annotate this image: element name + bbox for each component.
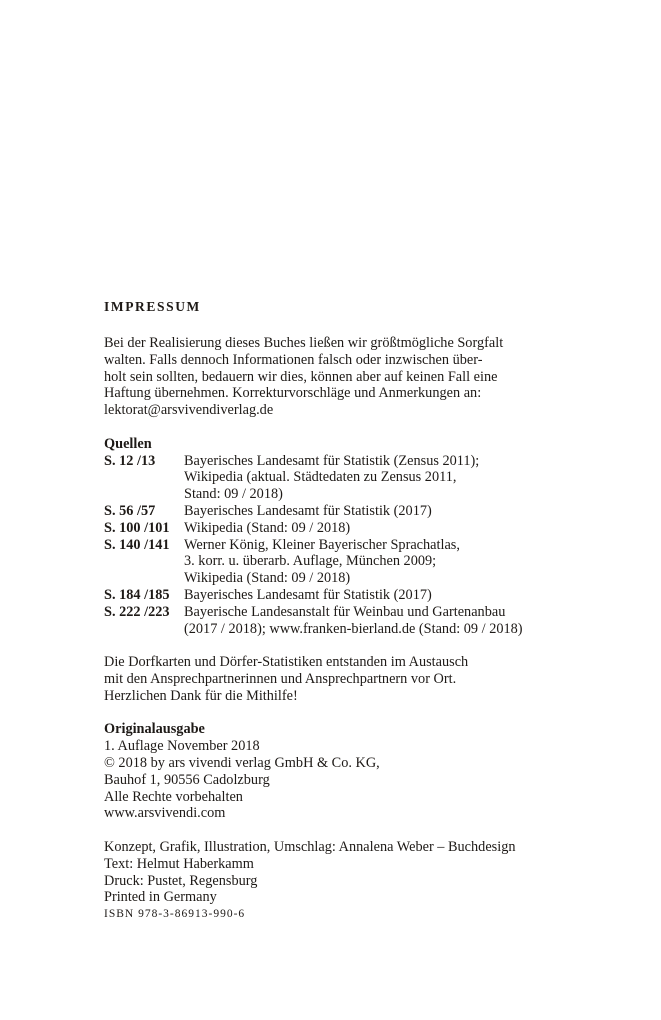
source-reference xyxy=(184,604,523,638)
thanks-line: mit den Ansprechpartnerinnen und Ansprechpartnern vor Ort. xyxy=(104,670,457,687)
credits-section xyxy=(104,839,574,923)
thanks-line: Herzlichen Dank für die Mithilfe! xyxy=(104,687,298,704)
source-reference-line: Wikipedia (Stand: 09 / 2018) xyxy=(184,570,351,587)
rights-line: Alle Rechte vorbehalten xyxy=(104,788,243,805)
editor-email: lektorat@arsvivendiverlag.de xyxy=(104,402,274,419)
source-entry xyxy=(104,520,574,537)
edition-heading: Originalausgabe xyxy=(104,721,205,738)
source-entry xyxy=(104,503,574,520)
source-reference-line: 3. korr. u. überarb. Auflage, München 2009; xyxy=(184,553,437,570)
source-reference-line: Bayerisches Landesamt für Statistik (2017) xyxy=(184,586,432,603)
thanks-line: Die Dorfkarten und Dörfer-Statistiken entstanden im Austausch xyxy=(104,654,469,671)
disclaimer-line: Bei der Realisierung dieses Buches ließen wir größtmögliche Sorgfalt xyxy=(104,335,504,351)
copyright-line: © 2018 by ars vivendi verlag GmbH & Co. KG, xyxy=(104,754,380,771)
source-reference xyxy=(184,520,350,537)
source-reference-line: Wikipedia (Stand: 09 / 2018) xyxy=(184,519,351,536)
source-reference xyxy=(184,503,432,520)
source-entry xyxy=(104,604,574,638)
source-reference-line: Bayerisches Landesamt für Statistik (Zensus 2011); xyxy=(184,452,480,469)
credits-line: Printed in Germany xyxy=(104,889,217,906)
thanks-paragraph xyxy=(104,654,574,704)
source-page-range: S. 12 /13 xyxy=(104,452,156,469)
disclaimer-line: holt sein sollten, bedauern wir dies, können aber auf keinen Fall eine xyxy=(104,368,498,385)
source-reference xyxy=(184,453,479,503)
source-reference-line: Werner König, Kleiner Bayerischer Sprachatlas, xyxy=(184,536,460,553)
source-page-range: S. 100 /101 xyxy=(104,519,170,536)
source-reference-line: (2017 / 2018); www.franken-bierland.de (Stand: 09 / 2018) xyxy=(184,620,523,637)
imprint-page xyxy=(104,299,574,923)
source-reference xyxy=(184,587,432,604)
credits-line: Konzept, Grafik, Illustration, Umschlag: Annalena Weber – Buchdesign xyxy=(104,838,516,855)
source-reference-line: Bayerisches Landesamt für Statistik (2017) xyxy=(184,502,432,519)
source-page-range: S. 140 /141 xyxy=(104,536,170,553)
source-page-range: S. 184 /185 xyxy=(104,586,170,603)
publisher-website: www.arsvivendi.com xyxy=(104,805,226,822)
source-entry xyxy=(104,453,574,503)
disclaimer-line: Haftung übernehmen. Korrekturvorschläge und Anmerkungen an: xyxy=(104,385,482,402)
sources-section xyxy=(104,436,574,638)
address-line: Bauhof 1, 90556 Cadolzburg xyxy=(104,771,270,788)
source-reference xyxy=(184,537,460,587)
edition-section xyxy=(104,721,574,822)
sources-heading: Quellen xyxy=(104,435,152,452)
source-reference-line: Bayerische Landesanstalt für Weinbau und Gartenanbau xyxy=(184,603,506,620)
source-reference-line: Stand: 09 / 2018) xyxy=(184,486,283,503)
disclaimer-line: walten. Falls dennoch Informationen falsch oder inzwischen über- xyxy=(104,351,483,368)
impressum-heading: IMPRESSUM xyxy=(104,299,201,314)
source-entry xyxy=(104,587,574,604)
source-page-range: S. 222 /223 xyxy=(104,603,170,620)
source-reference-line: Wikipedia (aktual. Städtedaten zu Zensus 2011, xyxy=(184,469,457,486)
credits-line: Text: Helmut Haberkamm xyxy=(104,855,254,872)
credits-line: Druck: Pustet, Regensburg xyxy=(104,872,258,889)
edition-line: 1. Auflage November 2018 xyxy=(104,738,260,755)
isbn-line: ISBN 978-3-86913-990-6 xyxy=(104,908,246,921)
source-entry xyxy=(104,537,574,587)
disclaimer-paragraph xyxy=(104,335,574,419)
source-page-range: S. 56 /57 xyxy=(104,502,156,519)
